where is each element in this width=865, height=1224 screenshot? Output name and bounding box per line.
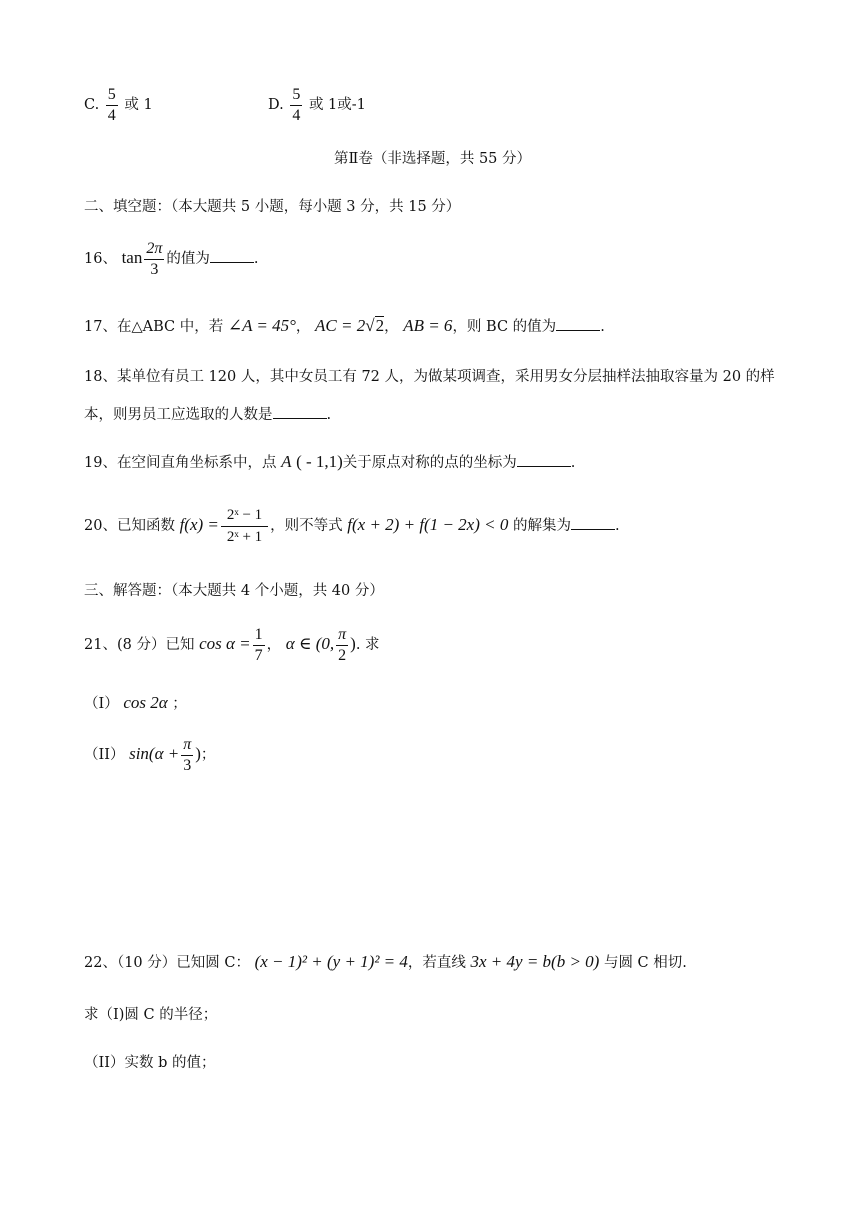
q17-answer-blank[interactable]	[556, 316, 600, 331]
option-c-tail: 或 1	[124, 97, 153, 114]
option-d	[268, 86, 366, 124]
question-18-line1: 18、某单位有员工 120 人，其中女员工有 72 人，为做某项调查，采用男女分层抽样法抽取容量为 20 的样	[84, 369, 775, 385]
q21-part2-expr: sin(α +	[129, 744, 180, 764]
q20-fraction: $\frac{\text{2ˣ − 1}}{\text{2ˣ + 1}}$	[221, 507, 268, 545]
q21-part1-expr: cos 2α	[123, 693, 168, 712]
q22-line-eq: 3x + 4y = b(b > 0)	[470, 952, 600, 971]
q22-text2: ，若直线	[407, 955, 466, 971]
q21-part2-close: )	[195, 744, 201, 764]
option-d-fraction: $\frac{5}{4}$	[292, 86, 301, 124]
q16-tan: tan	[121, 248, 143, 268]
q20-text: 20、已知函数	[84, 518, 175, 534]
q20-text2: ，则不等式	[270, 518, 343, 534]
q21-part2-tail: ；	[200, 747, 216, 764]
q17-number: 17、	[84, 319, 117, 335]
q22-ask2: （II）实数 b 的值；	[84, 1055, 216, 1071]
q17-sqrt-sign: √	[365, 316, 375, 335]
q19-text2: 关于原点对称的点的坐标为	[342, 455, 517, 471]
q21-text2: . 求	[355, 637, 380, 654]
q19-answer-blank[interactable]	[517, 452, 571, 467]
q16-number: 16、	[84, 251, 117, 268]
section-fill-blank-heading: 二、填空题：（本大题共 5 小题，每小题 3 分，共 15 分）	[84, 199, 461, 215]
question-19: 19、在空间直角坐标系中，点 A ( - 1,1)关于原点对称的点的坐标为 .	[84, 452, 576, 471]
q21-part2	[84, 736, 215, 774]
q17-sep2: ，	[384, 319, 399, 335]
q19-point: A	[281, 452, 292, 471]
part2-title: 第Ⅱ卷（非选择题，共 55 分）	[333, 151, 532, 167]
question-21	[84, 626, 380, 664]
q20-text3: 的解集为	[512, 518, 571, 534]
q16-text: 的值为	[166, 251, 210, 268]
q17-ab: AB = 6	[403, 316, 453, 335]
q22-ask1: 求（I)圆 C 的半径；	[84, 1007, 218, 1023]
q18-text: 本，则男员工应选取的人数是	[84, 407, 273, 423]
question-18-line2: 本，则男员工应选取的人数是 .	[84, 404, 331, 423]
question-20: 20、已知函数 f(x) = $\frac{\text{2ˣ − 1}}{\text{2ˣ + 1}}$ ，则不等式 f(x + 2) + f(1 − 2x) < 0 的解集为 .	[84, 507, 620, 545]
q21-part2-fraction: $\frac{\pi}{3}$	[183, 736, 192, 774]
q21-fraction2: $\frac{\pi}{2}$	[338, 626, 347, 664]
section-solution-heading: 三、解答题：（本大题共 4 个小题，共 40 分）	[84, 583, 384, 599]
q17-sep: ，	[295, 319, 311, 335]
q22-text: 22、（10 分）已知圆 C：	[84, 955, 250, 971]
q21-part2-label: （II）	[84, 747, 125, 764]
option-d-label: D.	[268, 97, 284, 114]
q21-cos: cos α =	[199, 634, 251, 654]
q19-coords: ( - 1,1)	[296, 452, 343, 471]
q21-fraction: $\frac{1}{7}$	[254, 626, 263, 664]
question-16: 16、 tan $\frac{2\pi}{3}$ 的值为 .	[84, 240, 259, 278]
option-c	[84, 86, 153, 124]
q17-sqrt-value: 2	[375, 316, 385, 335]
question-17: 17、在△ABC 中，若 ∠A = 45°， AC = 2√2， AB = 6，则 BC 的值为 .	[84, 316, 605, 335]
q17-angle: ∠A = 45°	[227, 316, 296, 335]
q19-text: 19、在空间直角坐标系中，点	[84, 455, 277, 471]
option-c-label: C.	[84, 97, 100, 114]
q20-answer-blank[interactable]	[571, 515, 615, 530]
q17-text2: ，则 BC 的值为	[452, 319, 557, 335]
q22-circle-eq: (x − 1)² + (y + 1)² = 4	[254, 952, 408, 971]
q21-text: 21、(8 分）已知	[84, 637, 195, 654]
q21-range: α ∈ (0,	[285, 634, 335, 654]
q17-ac: AC = 2	[315, 316, 366, 335]
q16-fraction: $\frac{2\pi}{3}$	[146, 240, 163, 278]
q22-text3: 与圆 C 相切.	[603, 955, 687, 971]
option-d-tail: 或 1或-1	[308, 97, 366, 114]
question-22	[84, 953, 687, 971]
q21-sep: ，	[266, 637, 282, 654]
q21-part1-tail: ；	[172, 696, 187, 712]
q21-part1	[84, 694, 187, 712]
option-c-fraction: $\frac{5}{4}$	[107, 86, 116, 124]
q16-answer-blank[interactable]	[210, 248, 254, 263]
q18-answer-blank[interactable]	[273, 404, 327, 419]
q17-text: 在△ABC 中，若	[116, 319, 224, 335]
q20-fx: f(x) =	[179, 515, 219, 534]
q21-range-close: )	[350, 634, 356, 654]
q21-part1-label: （I）	[84, 696, 119, 712]
q20-inequality: f(x + 2) + f(1 − 2x) < 0	[347, 515, 509, 534]
